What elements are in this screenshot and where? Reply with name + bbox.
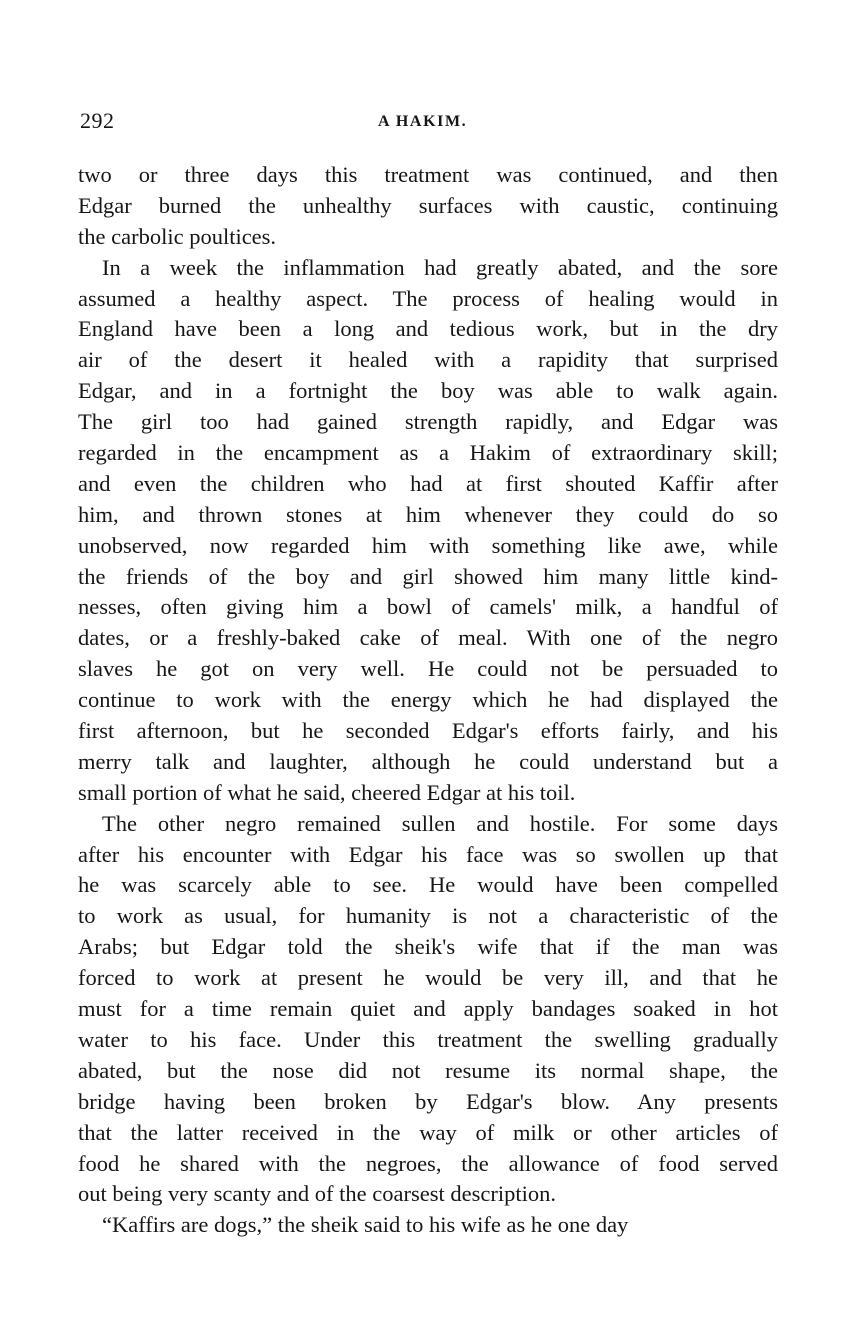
text-line: him, and thrown stones at him whenever they could do so bbox=[78, 501, 778, 527]
text-line: unobserved, now regarded him with something like awe, while bbox=[78, 532, 778, 558]
page-number: 292 bbox=[80, 108, 115, 133]
paragraph bbox=[78, 160, 778, 253]
text-line: he was scarcely able to see. He would have been compelled bbox=[78, 872, 778, 898]
text-line: regarded in the encampment as a Hakim of extraordinary skill; bbox=[78, 440, 778, 466]
text-line: assumed a healthy aspect. The process of healing would in bbox=[78, 285, 778, 311]
text-line: small portion of what he said, cheered Edgar at his toil. bbox=[78, 779, 576, 805]
text-line: that the latter received in the way of milk or other articles of bbox=[78, 1119, 778, 1145]
text-line: dates, or a freshly-baked cake of meal. With one of the negro bbox=[78, 625, 778, 651]
text-line: Arabs; but Edgar told the sheik's wife that if the man was bbox=[78, 934, 778, 960]
page-header bbox=[78, 108, 778, 144]
text-line: In a week the inflammation had greatly abated, and the sore bbox=[102, 254, 778, 280]
text-line: abated, but the nose did not resume its normal shape, the bbox=[78, 1057, 778, 1083]
text-line: bridge having been broken by Edgar's blow. Any presents bbox=[78, 1088, 778, 1114]
paragraph bbox=[78, 1210, 778, 1241]
text-line: air of the desert it healed with a rapidity that surprised bbox=[78, 347, 778, 373]
text-line: forced to work at present he would be very ill, and that he bbox=[78, 965, 778, 991]
text-line: slaves he got on very well. He could not be persuaded to bbox=[78, 656, 778, 682]
body-text bbox=[78, 160, 778, 1241]
text-line: continue to work with the energy which he had displayed the bbox=[78, 687, 778, 713]
paragraph bbox=[78, 809, 778, 1211]
text-line: the carbolic poultices. bbox=[78, 223, 277, 249]
text-line: the friends of the boy and girl showed him many little kind- bbox=[78, 563, 778, 589]
text-line: after his encounter with Edgar his face was so swollen up that bbox=[78, 841, 778, 867]
text-line: nesses, often giving him a bowl of camels' milk, a handful of bbox=[78, 594, 778, 620]
running-head: A HAKIM. bbox=[378, 113, 468, 130]
book-page bbox=[78, 108, 778, 1241]
text-line: first afternoon, but he seconded Edgar's efforts fairly, and his bbox=[78, 718, 778, 744]
text-line: England have been a long and tedious work, but in the dry bbox=[78, 316, 778, 342]
text-line: out being very scanty and of the coarsest description. bbox=[78, 1181, 556, 1207]
text-line: Edgar burned the unhealthy surfaces with caustic, continuing bbox=[78, 192, 778, 218]
text-line: The girl too had gained strength rapidly, and Edgar was bbox=[78, 409, 778, 435]
text-line: water to his face. Under this treatment the swelling gradually bbox=[78, 1026, 778, 1052]
text-line: must for a time remain quiet and apply bandages soaked in hot bbox=[78, 996, 778, 1022]
text-line: and even the children who had at first shouted Kaffir after bbox=[78, 470, 778, 496]
paragraph bbox=[78, 253, 778, 809]
text-line: “Kaffirs are dogs,” the sheik said to his wife as he one day bbox=[102, 1212, 629, 1238]
text-line: Edgar, and in a fortnight the boy was able to walk again. bbox=[78, 378, 778, 404]
text-line: two or three days this treatment was continued, and then bbox=[78, 162, 778, 187]
text-line: merry talk and laughter, although he could understand but a bbox=[78, 748, 778, 774]
text-line: The other negro remained sullen and hostile. For some days bbox=[102, 810, 778, 836]
text-line: to work as usual, for humanity is not a characteristic of the bbox=[78, 903, 778, 929]
text-line: food he shared with the negroes, the allowance of food served bbox=[78, 1150, 778, 1176]
